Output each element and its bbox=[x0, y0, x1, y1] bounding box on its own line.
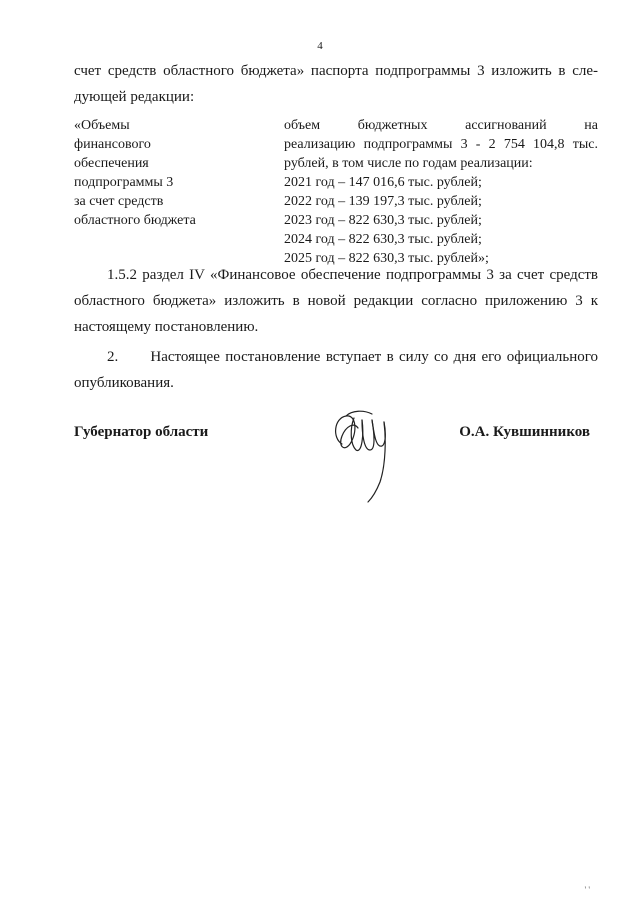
funding-table-label-column bbox=[74, 116, 274, 230]
intro-line-1: счет средств областного бюджета» паспорта подпрограммы 3 изложить в сле- bbox=[74, 63, 598, 79]
value-line: объем бюджетных ассигнований на bbox=[284, 118, 598, 133]
year-amount-2021: 2021 год – 147 016,6 тыс. рублей; bbox=[284, 175, 482, 190]
paragraph-2 bbox=[74, 344, 598, 396]
signatory-name: О.А. Кувшинников bbox=[459, 424, 590, 440]
paragraph-2-line-2: опубликования. bbox=[74, 375, 174, 391]
year-amount-2023: 2023 год – 822 630,3 тыс. рублей; bbox=[284, 213, 482, 228]
intro-paragraph bbox=[74, 58, 598, 110]
label-line: «Объемы bbox=[74, 118, 130, 133]
year-amount-2022: 2022 год – 139 197,3 тыс. рублей; bbox=[284, 194, 482, 209]
intro-line-2: дующей редакции: bbox=[74, 89, 195, 105]
paragraph-1-5-2-line-3: настоящему постановлению. bbox=[74, 319, 259, 335]
funding-table-value-column bbox=[284, 116, 598, 268]
label-line: подпрограммы 3 bbox=[74, 175, 174, 190]
year-amount-2024: 2024 год – 822 630,3 тыс. рублей; bbox=[284, 232, 482, 247]
signatory-title: Губернатор области bbox=[74, 424, 209, 440]
year-amount-2025: 2025 год – 822 630,3 тыс. рублей»; bbox=[284, 251, 489, 266]
label-line: областного бюджета bbox=[74, 213, 196, 228]
corner-mark: ' ' bbox=[584, 885, 590, 895]
page-number: 4 bbox=[317, 40, 323, 52]
handwritten-signature bbox=[328, 404, 398, 504]
value-line: рублей, в том числе по годам реализации: bbox=[284, 156, 533, 171]
label-line: обеспечения bbox=[74, 156, 149, 171]
value-line: реализацию подпрограммы 3 - 2 754 104,8 тыс. bbox=[284, 137, 598, 152]
label-line: за счет средств bbox=[74, 194, 164, 209]
paragraph-2-line-1: 2. Настоящее постановление вступает в силу со дня его официального bbox=[107, 349, 598, 365]
paragraph-1-5-2-line-2: областного бюджета» изложить в новой редакции согласно приложению 3 к bbox=[74, 293, 598, 309]
paragraph-1-5-2 bbox=[74, 262, 598, 340]
paragraph-1-5-2-line-1: 1.5.2 раздел IV «Финансовое обеспечение подпрограммы 3 за счет средств bbox=[107, 267, 598, 283]
label-line: финансового bbox=[74, 137, 151, 152]
